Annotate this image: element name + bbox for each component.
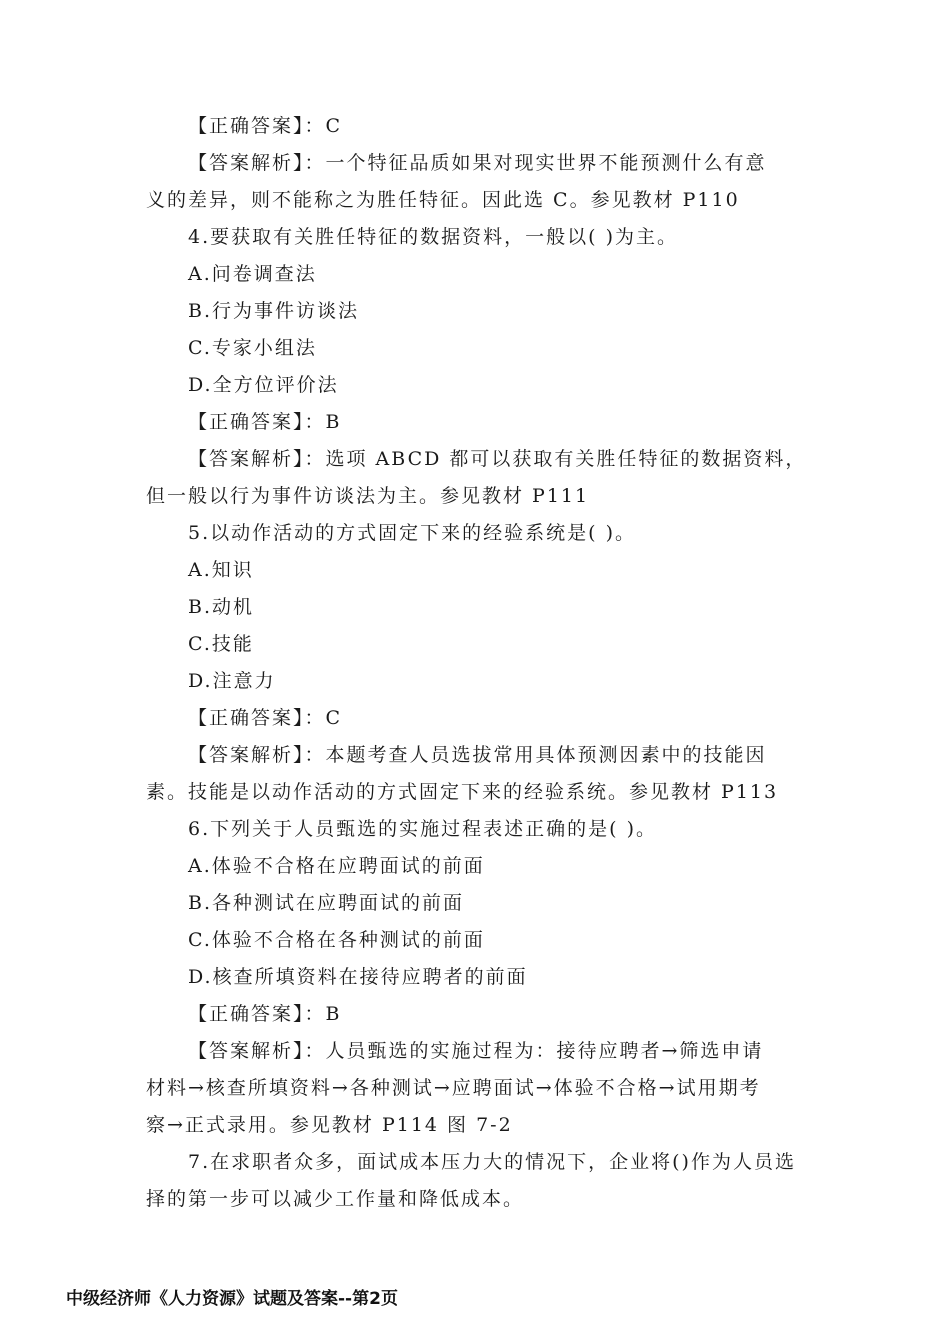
text-line: 5.以动作活动的方式固定下来的经验系统是( )。: [188, 522, 636, 544]
text-line: D.注意力: [188, 670, 276, 692]
text-line: 察→正式录用。参见教材 P114 图 7-2: [146, 1114, 513, 1136]
text-line: D.核查所填资料在接待应聘者的前面: [188, 966, 528, 988]
text-line: C.体验不合格在各种测试的前面: [188, 929, 485, 951]
text-line: A.问卷调查法: [188, 263, 317, 285]
text-line: A.体验不合格在应聘面试的前面: [188, 855, 485, 877]
text-line: 【正确答案】：B: [188, 411, 342, 433]
page-footer: 中级经济师《人力资源》试题及答案--第2页: [66, 1289, 398, 1309]
text-line: 义的差异，则不能称之为胜任特征。因此选 C。参见教材 P110: [146, 189, 740, 211]
text-line: 【答案解析】：一个特征品质如果对现实世界不能预测什么有意: [188, 152, 767, 174]
text-line: 【答案解析】：选项 ABCD 都可以获取有关胜任特征的数据资料，: [188, 448, 807, 470]
text-line: 材料→核查所填资料→各种测试→应聘面试→体验不合格→试用期考: [146, 1077, 761, 1099]
text-line: 素。技能是以动作活动的方式固定下来的经验系统。参见教材 P113: [146, 781, 779, 803]
text-line: 4.要获取有关胜任特征的数据资料，一般以( )为主。: [188, 226, 678, 248]
text-line: B.行为事件访谈法: [188, 300, 360, 322]
document-body: [0, 108, 950, 1218]
text-line: 【答案解析】：本题考查人员选拔常用具体预测因素中的技能因: [188, 744, 767, 766]
text-line: D.全方位评价法: [188, 374, 339, 396]
text-line: C.专家小组法: [188, 337, 317, 359]
text-line: 【正确答案】：C: [188, 707, 343, 729]
text-line: 择的第一步可以减少工作量和降低成本。: [146, 1188, 525, 1210]
text-line: 【正确答案】：C: [188, 115, 343, 137]
text-line: C.技能: [188, 633, 254, 655]
text-line: 6.下列关于人员甄选的实施过程表述正确的是( )。: [188, 818, 657, 840]
text-line: 【正确答案】：B: [188, 1003, 342, 1025]
text-line: A.知识: [188, 559, 254, 581]
text-line: 【答案解析】：人员甄选的实施过程为：接待应聘者→筛选申请: [188, 1040, 764, 1062]
text-line: 7.在求职者众多，面试成本压力大的情况下，企业将()作为人员选: [188, 1151, 796, 1173]
text-line: 但一般以行为事件访谈法为主。参见教材 P111: [146, 485, 590, 507]
text-line: B.各种测试在应聘面试的前面: [188, 892, 465, 914]
text-line: B.动机: [188, 596, 255, 618]
